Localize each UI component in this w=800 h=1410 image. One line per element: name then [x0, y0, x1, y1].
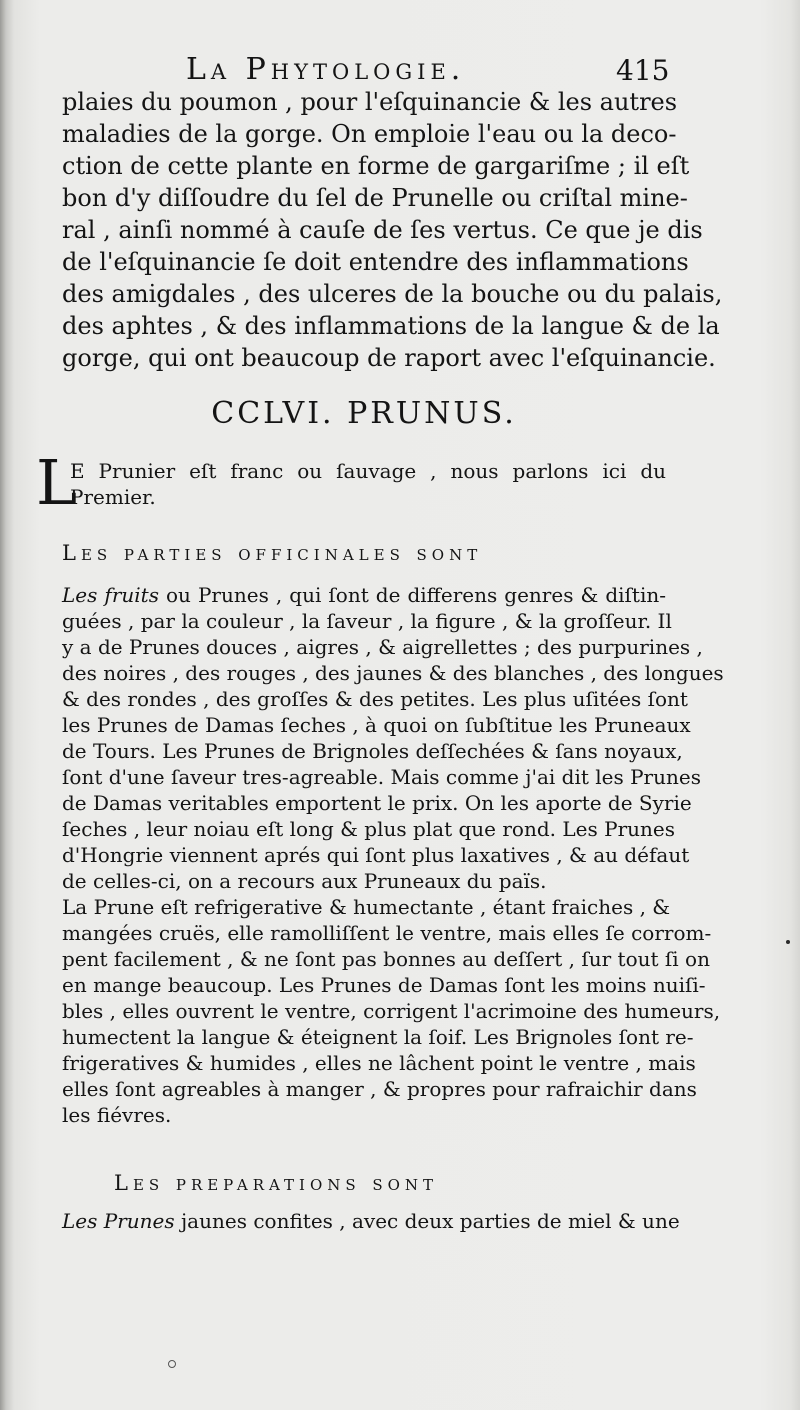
- ink-spot: [786, 940, 790, 944]
- text-line: des aphtes , & des inflammations de la langue & de la: [62, 312, 720, 340]
- text-line: guées , par la couleur , la ſaveur , la figure , & la groſſeur. Il: [62, 609, 672, 633]
- line-text: ou Prunes , qui ſont de differens genres & diſtin-: [158, 583, 666, 607]
- section-title: CCLVI. PRUNUS.: [211, 396, 517, 431]
- text-line: bles , elles ouvrent le ventre, corrigent l'acrimoine des humeurs,: [62, 999, 721, 1023]
- text-line: Premier.: [70, 485, 156, 509]
- text-line: en mange beaucoup. Les Prunes de Damas ſont les moins nuiſi-: [62, 973, 706, 997]
- text-line: [62, 1208, 680, 1234]
- text-line: les fiévres.: [62, 1103, 172, 1127]
- text-line: bon d'y diſſoudre du ſel de Prunelle ou criſtal mine-: [62, 184, 688, 212]
- dropcap-paragraph: [36, 446, 666, 519]
- line-text: jaunes confites , avec deux parties de miel & une: [174, 1209, 680, 1233]
- page-body: [36, 86, 724, 1234]
- page-number: 415: [616, 54, 670, 87]
- text-line: d'Hongrie viennent aprés qui ſont plus laxatives , & au défaut: [62, 843, 690, 867]
- text-line: ſeches , leur noiau eſt long & plus plat que rond. Les Prunes: [62, 817, 675, 841]
- italic-term: Les Prunes: [62, 1209, 175, 1233]
- text-line: humectent la langue & éteignent la ſoif. Les Brignoles ſont re-: [62, 1025, 694, 1049]
- text-line: de l'eſquinancie ſe doit entendre des inflammations: [62, 248, 689, 276]
- text-line: maladies de la gorge. On emploie l'eau ou la deco-: [62, 120, 677, 148]
- text-line: y a de Prunes douces , aigres , & aigrellettes ; des purpurines ,: [62, 635, 703, 659]
- text-line: & des rondes , des groſſes & des petites. Les plus uſitées ſont: [62, 687, 688, 711]
- text-line: elles ſont agreables à manger , & propres pour rafraichir dans: [62, 1077, 697, 1101]
- text-line: gorge, qui ont beaucoup de raport avec l'eſquinancie.: [62, 344, 716, 372]
- text-line: des noires , des rouges , des jaunes & des blanches , des longues: [62, 661, 724, 685]
- preparations-paragraph: [62, 1208, 680, 1234]
- text-line: [62, 582, 666, 608]
- text-line: de celles-ci, on a recours aux Pruneaux du païs.: [62, 869, 547, 893]
- intro-paragraph: [62, 86, 723, 374]
- text-line: La Prune eſt refrigerative & humectante , étant fraiches , &: [62, 895, 671, 919]
- running-title: La Phytologie.: [186, 52, 466, 87]
- ink-spot: [168, 1360, 176, 1368]
- text-line: ction de cette plante en forme de gargariſme ; il eſt: [62, 152, 690, 180]
- subhead-preparations: Les preparations sont: [114, 1171, 439, 1195]
- text-line: des amigdales , des ulceres de la bouche ou du palais,: [62, 280, 723, 308]
- parts-paragraph: [62, 582, 724, 894]
- dropcap-letter: L: [36, 446, 78, 519]
- text-line: ral , ainſi nommé à cauſe de ſes vertus. Ce que je dis: [62, 216, 703, 244]
- text-line: plaies du poumon , pour l'eſquinancie & les autres: [62, 88, 678, 116]
- text-line: E Prunier eſt franc ou ſauvage , nous parlons ici du: [70, 459, 666, 483]
- text-line: ſont d'une ſaveur tres-agreable. Mais comme j'ai dit les Prunes: [62, 765, 701, 789]
- subhead-officinal-parts: Les parties officinales sont: [62, 541, 483, 565]
- text-line: pent facilement , & ne ſont pas bonnes au deſſert , ſur tout ſi on: [62, 947, 710, 971]
- italic-term: Les fruits: [62, 583, 159, 607]
- text-line: de Damas veritables emportent le prix. On les aporte de Syrie: [62, 791, 692, 815]
- text-line: les Prunes de Damas ſeches , à quoi on ſubſtitue les Pruneaux: [62, 713, 691, 737]
- text-line: de Tours. Les Prunes de Brignoles deſſechées & ſans noyaux,: [62, 739, 683, 763]
- text-line: frigeratives & humides , elles ne lâchent point le ventre , mais: [62, 1051, 696, 1075]
- virtues-paragraph: [62, 894, 721, 1128]
- text-line: mangées cruës, elle ramolliſſent le ventre, mais elles ſe corrom-: [62, 921, 712, 945]
